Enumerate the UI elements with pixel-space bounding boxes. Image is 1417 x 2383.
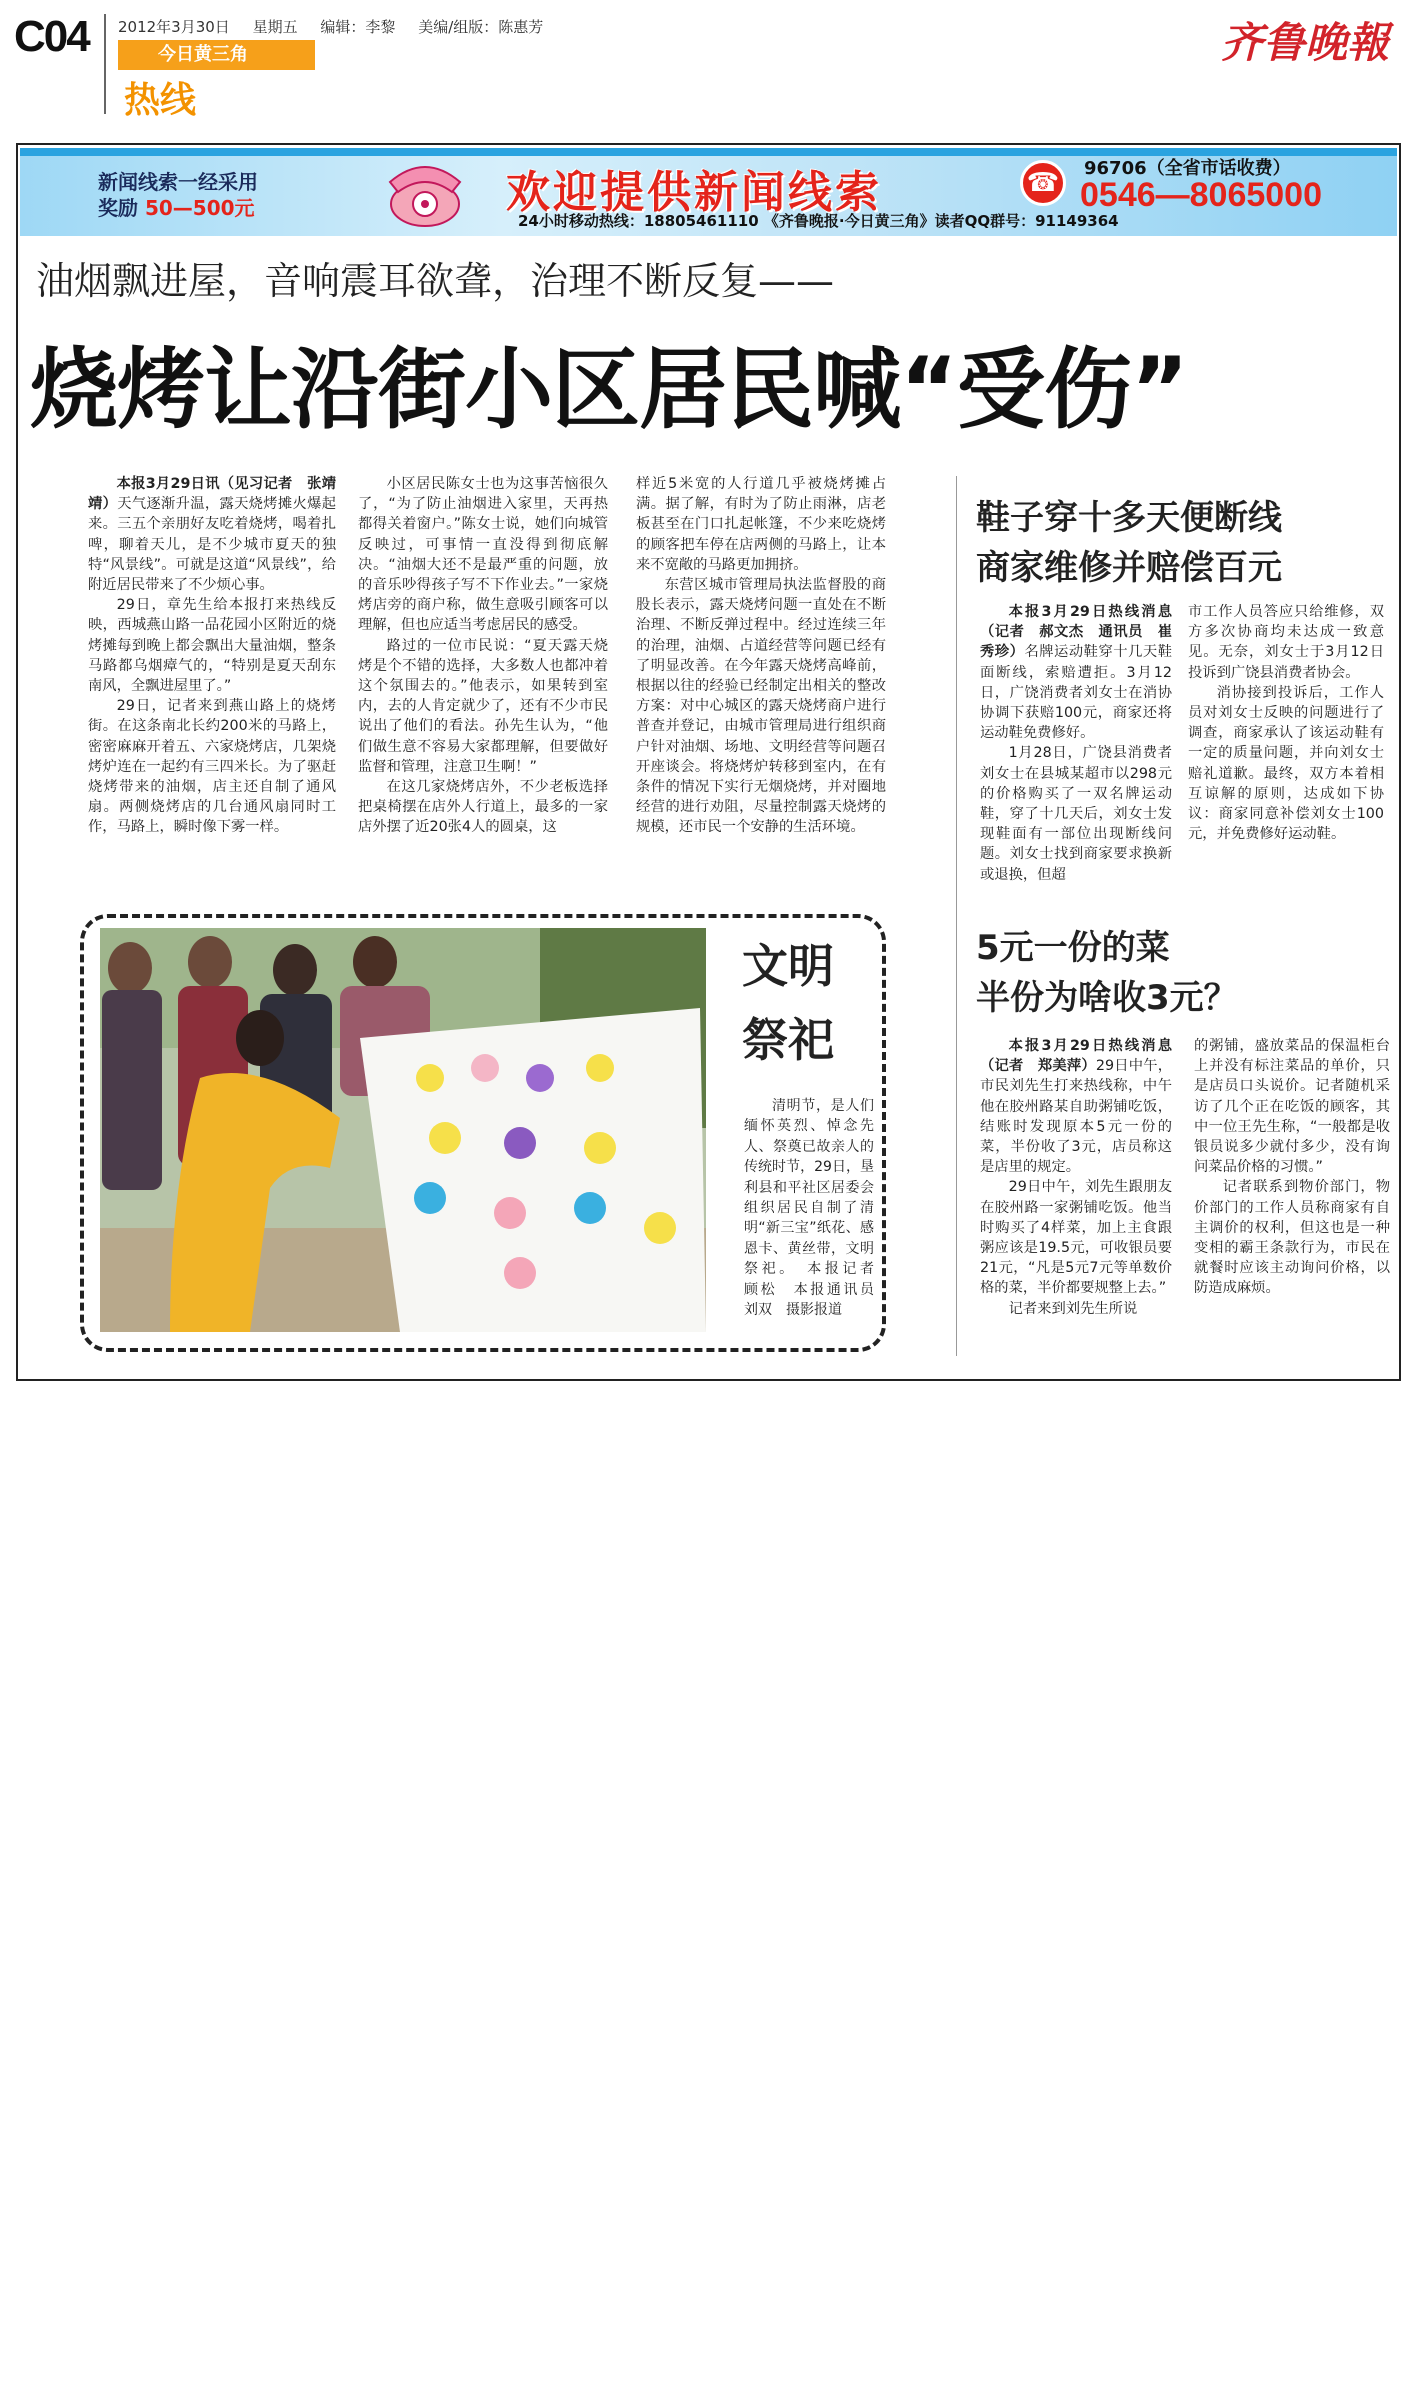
main-story-column-1 bbox=[88, 474, 336, 886]
paragraph: 29日，记者来到燕山路上的烧烤街。在这条南北长约200米的马路上，密密麻麻开着五、六家烧烤店，几架烧烤炉连在一起约有三四米长。为了驱赶烧烤带来的油烟，店主还自制了通风扇。两侧烧烤店的几台通风扇同时工作，马路上，瞬时像下雾一样。 bbox=[88, 698, 336, 836]
story-kicker: 油烟飘进屋，音响震耳欲聋，治理不断反复—— bbox=[36, 259, 835, 303]
masthead-logo: 齐鲁晚報 bbox=[1220, 18, 1389, 67]
paragraph: 本报3月29日讯（见习记者 张靖靖）天气逐渐升温，露天烧烤摊火爆起来。三五个亲朋好友吃着烧烤，喝着扎啤，聊着天儿，是不少城市夏天的独特“风景线”。可就是这道“风景线”，给附近居民带来了不少烦心事。 bbox=[88, 476, 337, 594]
dateline: 本报3月29日热线消息（记者 郝文杰 通讯员 崔秀珍） bbox=[980, 604, 1172, 661]
paragraph: 29日，章先生给本报打来热线反映，西城燕山路一品花园小区附近的烧烤摊每到晚上都会飘出大量油烟，整条马路都乌烟瘴气的，“特别是夏天刮东南风，全飘进屋里了。” bbox=[88, 597, 336, 695]
story-headline: 烧烤让沿街小区居民喊“受伤” bbox=[30, 338, 1188, 441]
paragraph: 在这几家烧烤店外，不少老板选择把桌椅摆在店外人行道上，最多的一家店外摆了近20张4人的圆桌，这 bbox=[358, 779, 608, 836]
photo-story-title-line2: 祭祀 bbox=[742, 1013, 834, 1067]
paragraph: 东营区城市管理局执法监督股的商股长表示，露天烧烤问题一直处在不断治理、不断反弹过程中。经过连续三年的治理，油烟、占道经营等问题已经有了明显改善。在今年露天烧烤高峰前，根据以往的经验已经制定出相关的整改方案：对中心城区的露天烧烤商户进行普查并登记，由城市管理局进行组织商户针对油烟、场地、文明经营等问题召开座谈会。将烧烤炉转移到室内，在有条件的情况下实行无烟烧烤，并对圈地经营的进行劝阻，尽量控制露天烧烤的规模，还市民一个安静的生活环境。 bbox=[636, 577, 886, 836]
dateline: 本报3月29日热线消息（记者 郑美萍） bbox=[980, 1038, 1172, 1075]
banner-reward-prefix: 奖励 bbox=[98, 196, 138, 220]
dateline: 本报3月29日讯（见习记者 张靖靖） bbox=[88, 476, 336, 513]
header-meta bbox=[118, 16, 561, 37]
paragraph: 样近5米宽的人行道几乎被烧烤摊占满。据了解，有时为了防止雨淋，店老板甚至在门口扎起帐篷，不少来吃烧烤的顾客把车停在店两侧的马路上，让本来不宽敞的马路更加拥挤。 bbox=[636, 476, 886, 573]
paragraph: 的粥铺，盛放菜品的保温柜台上并没有标注菜品的单价，只是店员口头说价。记者随机采访了几个正在吃饭的顾客，其中一位王先生称，“一般都是收银员说多少就付多少，没有询问菜品价格的习惯。” bbox=[1194, 1038, 1390, 1176]
paragraph: 本报3月29日热线消息（记者 郑美萍）29日中午，市民刘先生打来热线称，中午他在胶州路某自助粥铺吃饭，结账时发现原本5元一份的菜，半份收了3元，店员称这是店里的规定。 bbox=[980, 1038, 1172, 1176]
story3-title-line2: 半份为啥收3元？ bbox=[976, 978, 1238, 1018]
section-tag: 今日黄三角 bbox=[118, 40, 315, 70]
banner-reward-amount-line bbox=[98, 192, 255, 221]
banner-hotline: 24小时移动热线：18805461110 《齐鲁晚报·今日黄三角》读者QQ群号：91149364 bbox=[518, 212, 1119, 230]
main-story-column-2 bbox=[358, 474, 608, 886]
story2-column-1 bbox=[980, 602, 1172, 892]
news-tip-banner bbox=[20, 148, 1397, 236]
news-photo bbox=[100, 928, 706, 1332]
paragraph: 路过的一位市民说：“夏天露天烧烤是个不错的选择，大多数人也都冲着这个氛围去的。”他表示，如果转到室内，去的人肯定就少了，还有不少市民说出了他们的看法。孙先生认为，“他们做生意不容易大家都理解，但要做好监督和管理，注意卫生啊！” bbox=[358, 637, 608, 775]
paragraph: 29日中午，刘先生跟朋友在胶州路一家粥铺吃饭。他当时购买了4样菜，加上主食跟粥应该是19.5元，可收银员要21元，“凡是5元7元等单数价格的菜，半价都要规整上去。” bbox=[980, 1179, 1172, 1297]
story2-title-line2: 商家维修并赔偿百元 bbox=[976, 548, 1282, 588]
paragraph: 消协接到投诉后，工作人员对刘女士反映的问题进行了调查，商家承认了该运动鞋有一定的质量问题，并向刘女士赔礼道歉。最终，双方本着相互谅解的原则，达成如下协议：商家同意补偿刘女士100元，并免费修好运动鞋。 bbox=[1188, 684, 1384, 843]
main-story-column-3 bbox=[636, 474, 886, 886]
banner-reward-line: 新闻线索一经采用 bbox=[98, 170, 258, 194]
story2-column-2 bbox=[1188, 602, 1384, 892]
photo-story-title-line1: 文明 bbox=[742, 939, 834, 993]
editor-credit: 编辑：李黎 bbox=[320, 18, 396, 36]
banner-title: 欢迎提供新闻线索 bbox=[506, 167, 882, 218]
paragraph: 记者来到刘先生所说 bbox=[1008, 1300, 1138, 1317]
phone-handset-icon: ☎ bbox=[1020, 160, 1066, 206]
issue-date: 2012年3月30日 bbox=[118, 18, 230, 36]
paragraph: 记者联系到物价部门，物价部门的工作人员称商家有自主调价的权利，但这也是一种变相的霸王条款行为，市民在就餐时应该主动询问价格，以防造成麻烦。 bbox=[1194, 1179, 1390, 1297]
banner-short-number: 96706（全省市话收费） bbox=[1084, 158, 1291, 179]
story3-column-1 bbox=[980, 1036, 1172, 1350]
paragraph: 清明节，是人们缅怀英烈、悼念先人、祭奠已故亲人的传统时节，29日，垦利县和平社区居委会组织居民自制了清明“新三宝”纸花、感恩卡、黄丝带，文明祭祀。 本报记者 顾松 本报通讯员 刘双 摄影报道 bbox=[744, 1098, 888, 1319]
designer-credit: 美编/组版：陈惠芳 bbox=[418, 18, 544, 36]
page-code: C04 bbox=[14, 12, 89, 61]
telephone-icon bbox=[382, 152, 468, 230]
paragraph: 小区居民陈女士也为这事苦恼很久了，“为了防止油烟进入家里，天再热都得关着窗户。”陈女士说，她们向城管反映过，可事情一直没得到彻底解决。“油烟大还不是最严重的问题，放的音乐吵得孩子写不下作业去。”一家烧烤店旁的商户称，做生意吸引顾客可以理解，但也应适当考虑居民的感受。 bbox=[358, 476, 608, 634]
header-divider bbox=[104, 14, 106, 114]
paragraph: 本报3月29日热线消息（记者 郝文杰 通讯员 崔秀珍）名牌运动鞋穿十几天鞋面断线，索赔遭拒。3月12日，广饶消费者刘女士在消协协调下获赔100元，商家还将运动鞋免费修好。 bbox=[980, 604, 1173, 742]
banner-phone-number: 0546—8065000 bbox=[1080, 176, 1323, 214]
column-divider bbox=[956, 476, 957, 1356]
story3-title-line1: 5元一份的菜 bbox=[976, 928, 1170, 968]
photo-caption bbox=[744, 1096, 888, 1336]
banner-reward-amount: 50—500元 bbox=[144, 196, 255, 220]
story3-column-2 bbox=[1194, 1036, 1390, 1350]
issue-weekday: 星期五 bbox=[252, 18, 298, 36]
story2-title-line1: 鞋子穿十多天便断线 bbox=[976, 498, 1282, 538]
section-name: 热线 bbox=[124, 80, 197, 121]
paragraph: 1月28日，广饶县消费者刘女士在县城某超市以298元的价格购买了一双名牌运动鞋，穿了十几天后，刘女士发现鞋面有一部位出现断线问题。刘女士找到商家要求换新或退换，但超 bbox=[980, 745, 1172, 883]
paragraph: 市工作人员答应只给维修，双方多次协商均未达成一致意见。无奈，刘女士于3月12日投诉到广饶县消费者协会。 bbox=[1188, 604, 1384, 681]
